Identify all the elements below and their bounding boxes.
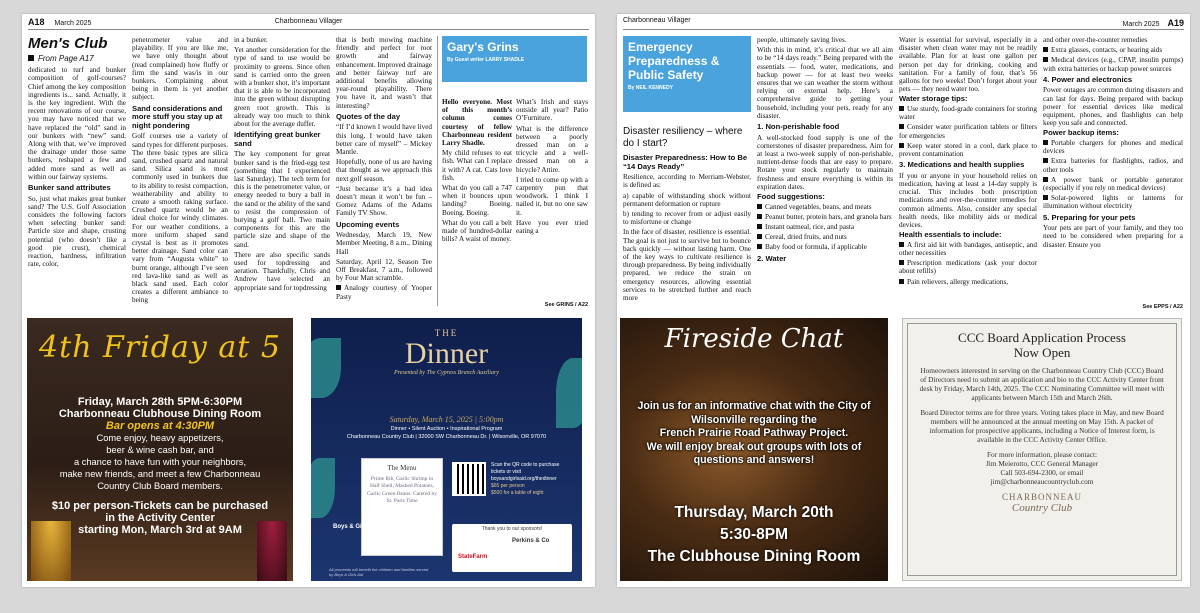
ad-line: Come enjoy, heavy appetizers,: [96, 433, 224, 443]
fireside-date: Thursday, March 20th: [674, 504, 834, 521]
dinner-title-block: [351, 328, 542, 376]
qr-code-icon[interactable]: [452, 462, 486, 496]
price-person: $65 per person: [491, 483, 525, 489]
article-kicker: From Page A17: [28, 55, 126, 63]
paragraph: people, ultimately saving lives.: [757, 36, 847, 44]
sponsor-statefarm: StateFarm: [458, 554, 488, 560]
fireside-line: We will enjoy break out groups with lots of: [646, 440, 862, 453]
subhead: Bunker sand attributes: [28, 183, 111, 193]
ad-where: Charbonneau Clubhouse Dining Room: [58, 408, 262, 420]
wine-glass-icon: [257, 521, 287, 581]
subhead: Upcoming events: [336, 219, 400, 229]
paragraph: Analogy courtesy of Yooper Pasty: [336, 284, 432, 301]
list-item: Keep water stored in a cool, dark place to prevent contamination: [899, 141, 1037, 159]
list-item: Extra batteries for flashlights, radios, and other tools: [1043, 157, 1183, 174]
page-header: [28, 17, 589, 30]
intro-question: Disaster resiliency – where do I start?: [623, 126, 743, 149]
grins-col1: [442, 98, 512, 308]
paragraph: Wednesday, March 19, New Member Meeting, 8 a.m., Dining Hall: [336, 231, 432, 256]
ad-when: Friday, March 28th 5PM-6:30PM: [77, 396, 243, 408]
mens-club-col2: [132, 36, 228, 316]
ad-price-location: in the Activity Center: [105, 512, 215, 524]
paper-name: Charbonneau Villager: [274, 18, 343, 25]
subhead: Disaster Preparedness: How to Be “14 Days Ready”: [623, 153, 748, 171]
ccc-board-frame: [907, 323, 1177, 576]
paragraph: What’s Irish and stays outside all year? Patio O’Furniture.: [516, 98, 588, 123]
paragraph: What is the difference between a poorly dressed man on a tricycle and a well-dressed man on a bicycle? Attire.: [516, 124, 588, 174]
list-item: Baby food or formula, if applicable: [757, 243, 893, 251]
paragraph: My child refuses to eat fish. What can I replace it with? A cat. Cats love fish.: [442, 149, 512, 182]
paragraph: Have you ever tried eating a: [516, 218, 588, 236]
dinner-tickets: [491, 462, 561, 497]
beer-glass-icon: [31, 521, 71, 581]
list-heading: Food suggestions:: [757, 192, 825, 202]
list-item: Prescription medications (ask your doctor about refills): [899, 259, 1037, 276]
paragraph: Resilience, according to Merriam-Webster, is defined as:: [623, 173, 751, 190]
list-item: Extra glasses, contacts, or hearing aids: [1043, 46, 1183, 54]
paragraph: With this in mind, it’s critical that we all aim to be “14 days ready.” Being prepared with the essentials — food, water, medications, and backup power — for at least two weeks ensures that we can weather the storm without relying on external help. Here’s a comprehensive guide to getting your household, including your pets, ready for any disaster.: [757, 46, 893, 120]
list-item: Pain relievers, allergy medications,: [899, 278, 1037, 286]
grins-title: Gary's Grins: [447, 40, 519, 54]
see-epps[interactable]: See EPPS / A22: [1142, 304, 1183, 310]
ccc-contact-name: Jim Meierotto, CCC General Manager: [985, 459, 1099, 468]
fireside-chat-ad: [620, 318, 888, 581]
mens-club-col4: [336, 36, 432, 316]
paragraph: What do you call a belt made of hundred-dollar bills? A waist of money.: [442, 218, 512, 244]
menu-items: Prime Rib, Garlic Shrimp in Half Shell, Mashed Potatoes, Garlic Green Beans. Catered by St. Paris Time: [366, 475, 438, 504]
epps-col4: [1043, 36, 1183, 306]
epps-title-box: [623, 36, 751, 112]
dinner-ad: [311, 318, 582, 581]
ad-headline: 4th Friday at 5: [39, 330, 281, 365]
ccc-contact-email[interactable]: jim@charbonneaucountryclub.com: [990, 477, 1094, 486]
subhead: 2. Water: [757, 253, 787, 263]
sponsors-panel: [452, 524, 572, 572]
left-page: [22, 14, 595, 587]
paragraph: Power outages are common during disasters and can last for days. Being prepared with backup power for essential devices like medical equipment, phones, and flashlights can help keep you safe and connected.: [1043, 86, 1183, 128]
fireside-body: [626, 400, 882, 468]
paragraph: “Just because it’s a bad idea doesn’t mean it won’t be fun – Gomez Adams of the Adams Family TV Show.: [336, 184, 432, 218]
list-item: Solar-powered lights or lanterns for illumination without electricity: [1043, 194, 1183, 211]
column-divider: [437, 36, 438, 306]
page-date-number: March 2025 A19: [1122, 18, 1184, 28]
ccc-headline: CCC Board Application Process: [958, 330, 1126, 345]
fourth-friday-ad: [27, 318, 293, 581]
subhead: 1. Non-perishable food: [757, 122, 840, 132]
list-heading: Water storage tips:: [899, 94, 968, 104]
ad-bar: Bar opens at 4:30PM: [105, 420, 215, 432]
list-heading: Power backup items:: [1043, 128, 1119, 138]
paragraph: Yet another consideration for the type of sand to use would be proximity to greens. Since often sand is carried onto the green with a bunker shot, it’s important that it is able to be incorporated into the green without disrupting green root growth. This is already way too much to think about for the average duffer.: [234, 46, 330, 129]
paragraph: Saturday, April 12, Season Tee Off Breakfast, 7 a.m., followed by Four Man scramble.: [336, 257, 432, 283]
fireside-line: Wilsonville regarding the: [691, 413, 817, 426]
logo-subtext: Country Club: [1011, 502, 1073, 514]
ccc-contact-line: For more information, please contact:: [986, 450, 1098, 459]
dinner-date: Saturday, March 15, 2025 | 5:00pm: [389, 415, 504, 424]
dinner-presenter: Presented by The Cypress Branch Auxiliary: [394, 370, 499, 376]
ad-line: beer & wine cash bar, and: [106, 445, 214, 455]
ad-line: make new friends, and meet a few Charbonneau: [59, 469, 261, 479]
paragraph: So, just what makes great bunker sand? The U.S. Golf Association considers the following factors when selecting bunker sand: Particle size and shape, crusting potential (who doesn’t like a good pie crust), chemical reaction, hardness, infiltration rate, color,: [28, 194, 126, 269]
page-header: [623, 17, 1184, 30]
list-item: Use sturdy, food-grade containers for storing water: [899, 105, 1037, 122]
list-item: Medical devices (e.g., CPAP, insulin pumps) with extra batteries or backup power sources: [1043, 56, 1183, 73]
paragraph: What do you call a 747 when it bounces upon landing? Boeing. Boeing. Boeing.: [442, 184, 512, 217]
dinner-menu-card: [361, 458, 443, 556]
paragraph: In the face of disaster, resilience is essential. The goal is not just to survive but to bounce back quickly — without lasting harm. One of the key ways to cultivate resilience is through preparedness. By being individually prepared, we reduce the strain on emergency resources, allowing essential services to be stretched further and reach more: [623, 228, 751, 303]
paragraph: penetrometer value and playability. If you are like me, we have only thought about (read complained) how fluffy or firm the sand was/is in our bunkers. Complaining about being in them is yet another subject.: [132, 36, 228, 102]
fireside-line: French Prairie Road Pathway Project.: [659, 427, 849, 440]
grins-byline: By Guest writer LARRY SHADLE: [447, 57, 525, 63]
ad-line: a chance to have fun with your neighbors,: [73, 457, 247, 467]
grins-title-box: [442, 36, 587, 82]
paragraph: The key component for great bunker sand is the fried-egg test (something that I experienced last Saturday). The tech term for this is the penetrometer value, or energy needed to bury a ball in the sand or the ability of the sand to resist the compression of burying a golf ball. Two main components for this are the particle size and shape of the sand.: [234, 150, 330, 249]
paragraph: in a bunker.: [234, 36, 268, 44]
ad-body: [31, 396, 289, 536]
list-item: Portable chargers for phones and medical devices: [1043, 139, 1183, 156]
paragraph: Water is essential for survival, especially in a disaster when clean water may not be readily available. Plan for at least one gallon per person per day for drinking, cooking and sanitation. For a family of four, that’s 56 gallons for two weeks! Don’t forget about your pets — they need water too.: [899, 36, 1037, 94]
paragraph: dedicated to turf and bunker composition of golf-courses? Chief among the key composition ingredients is... sand. Actually, it is the key ingredient. With the recent renovations of our course, you may have noticed that we have replaced the “old” sand in our bunkers with “new” sand. Along with that, we’ve improved the drainage under those same bunkers, reshaped a few and added more sand as well as within our fairway systems.: [28, 66, 126, 181]
subhead: 5. Preparing for your pets: [1043, 212, 1136, 222]
ad-line: Country Club Board members.: [97, 481, 223, 491]
subhead: Sand considerations and more stuff you stay up at night pondering: [132, 103, 223, 130]
dinner-footnote: All proceeds will benefit the children and families served by Boys & Girls Aid: [329, 567, 429, 577]
paragraph: and other over-the-counter remedies: [1043, 36, 1148, 44]
dinner-title: Dinner: [404, 337, 489, 370]
epps-byline: By NEIL KENNEDY: [628, 85, 673, 91]
list-item: A first aid kit with bandages, antiseptic, and other necessities: [899, 240, 1037, 258]
grins-col2: [516, 98, 588, 308]
paragraph: “If I’d known I would have lived this long, I would have taken better care of myself” – Mickey Mantle.: [336, 123, 432, 157]
ccc-paragraph: Board Director terms are for three years. Voting takes place in May, and new Board members will be announced at the annual meeting on May 15th. A packet of information for prospective applicants, including a Notice of Interest form, is available in the CCC Activity Center Office.: [920, 408, 1164, 444]
fireside-title: Fireside Chat: [664, 324, 844, 354]
grins-lead: Hello everyone. Most of this month’s column comes courtesy of fellow Charbonneau resident Larry Shadle.: [442, 98, 512, 148]
page-number: A18: [28, 17, 45, 27]
ccc-contact-phone: Call 503-694-2300, or email: [1000, 468, 1084, 477]
ccc-board-ad: [902, 318, 1182, 581]
fireside-datetime: [626, 502, 882, 568]
subhead: 4. Power and electronics: [1043, 74, 1133, 84]
mens-club-col3: [234, 36, 330, 316]
ccc-contact: [918, 450, 1166, 486]
list-item: Canned vegetables, beans, and meats: [757, 203, 893, 211]
fireside-line: Join us for an informative chat with the City of: [637, 400, 871, 412]
paragraph: A well-stocked food supply is one of the cornerstones of disaster preparedness. Aim for at least a two-week supply of non-perishable, nutrient-dense foods that are easy to prepare. Rotate your stock regularly to maintain freshness and ensure everything is within its expiration dates.: [757, 133, 893, 191]
list-item: Cereal, dried fruits, and nuts: [757, 233, 893, 241]
scan-text: Scan the QR code to purchase tickets or visit boysandgirlsaid.org/thedinner: [491, 462, 560, 482]
leaf-decoration-icon: [311, 458, 335, 518]
paragraph: There are also specific sands used for topdressing and aeration. Thankfully, Chris and Andrew have selected an appropriate sand for topdressing: [234, 250, 330, 292]
right-page: [617, 14, 1190, 587]
paragraph: Your pets are part of your family, and they too need to be considered when preparing for a disaster. Ensure you: [1043, 224, 1183, 249]
epps-col1: [623, 126, 751, 316]
sponsors-thanks: Thank you to our sponsors!: [481, 526, 543, 532]
paragraph: I tried to come up with a carpentry pun that woodwork. I think I nailed it, but no one saw it.: [516, 175, 588, 217]
list-item: Instant oatmeal, rice, and pasta: [757, 223, 893, 231]
paragraph: that is both mowing machine friendly and perfect for root growth and fairway enhancement. Improved drainage and better fairway turf are additional benefits allowing year-round playability. There you have it, and wasn’t that interesting?: [336, 36, 432, 110]
price-table: $500 for a table of eight: [491, 490, 544, 496]
fireside-location: The Clubhouse Dining Room: [647, 548, 861, 565]
epps-col3: [899, 36, 1037, 316]
subhead: Identifying great bunker sand: [234, 130, 321, 148]
paper-name: Charbonneau Villager: [623, 17, 691, 24]
see-grins[interactable]: See GRINS / A22: [544, 302, 588, 308]
subhead: Quotes of the day: [336, 111, 401, 121]
paragraph: Hopefully, none of us are having that thought as we approach this next golf season.: [336, 158, 432, 183]
fireside-time: 5:30-8PM: [719, 526, 789, 543]
menu-title: The Menu: [387, 464, 417, 472]
paragraph: Golf courses use a variety of sand types for different purposes. The three basic types are silica sand, crushed quartz and natural sand. Silica sand is most commonly used in bunkers due to its ability to resist compaction, weatherability and ability to create a smooth raking surface. Crushed quartz would be an ideal choice for windy climates. For our weather conditions, a more uniform shaped sand crystal is best as it promotes better drainage. Sand color can vary from “Augusta white” to burnt orange, although I’ve seen red lava-like sand as well as black sand used. Each color creates a different ambiance to being: [132, 132, 228, 305]
paragraph: b) tending to recover from or adjust easily to misfortune or change: [623, 210, 751, 227]
epps-title: Emergency Preparedness & Public Safety: [628, 40, 720, 82]
subhead: 3. Medications and health supplies: [899, 160, 1025, 170]
dinner-details: [331, 414, 562, 441]
dinner-the: THE: [434, 328, 459, 338]
article-title: Men's Club: [28, 36, 108, 52]
ccc-headline-2: Now Open: [1013, 345, 1071, 360]
paragraph: a) capable of withstanding shock without permanent deformation or rupture: [623, 191, 751, 208]
dinner-venue: Charbonneau Country Club | 32000 SW Charbonneau Dr. | Wilsonville, OR 97070: [346, 434, 547, 440]
dinner-program: Dinner • Silent Auction • Inspirational Program: [390, 426, 503, 432]
sponsor-perkins: Perkins & Co: [512, 538, 550, 544]
epps-col2: [757, 36, 893, 316]
logo-text: CHARBONNEAU: [1001, 492, 1082, 502]
paragraph: If you or anyone in your household relies on medication, having at least a 14-day supply is crucial. This includes both prescription medications and over-the-counter remedies for common ailments. Also, consider any special health needs, like mobility aids or medical devices.: [899, 171, 1037, 230]
list-item: A power bank or portable generator (especially if you rely on medical devices): [1043, 175, 1183, 193]
mens-club-col1: [28, 36, 126, 316]
page-date: March 2025: [54, 20, 92, 27]
ad-price: $10 per person-Tickets can be purchased: [51, 500, 269, 512]
boys-girls-aid-logo: Boys & Girls Aid: [333, 524, 381, 530]
fireside-line: questions and answers!: [693, 454, 815, 467]
list-item: Consider water purification tablets or filters for emergencies: [899, 123, 1037, 140]
leaf-decoration-icon: [311, 338, 341, 398]
ad-price-start: starting Mon, March 3rd at 9AM: [78, 524, 242, 536]
list-item: Peanut butter, protein bars, and granola bars: [757, 213, 893, 221]
list-heading: Health essentials to include:: [899, 230, 1002, 240]
ccc-paragraph: Homeowners interested in serving on the Charbonneau Country Club (CCC) Board of Directors need to submit an application and bio to the CCC Activity Center front desk by Friday, March 14th, 2025. The CCC Nominating Committee will meet with applicants between March 15th and March 26th.: [919, 366, 1165, 402]
charbonneau-logo: [918, 492, 1166, 514]
